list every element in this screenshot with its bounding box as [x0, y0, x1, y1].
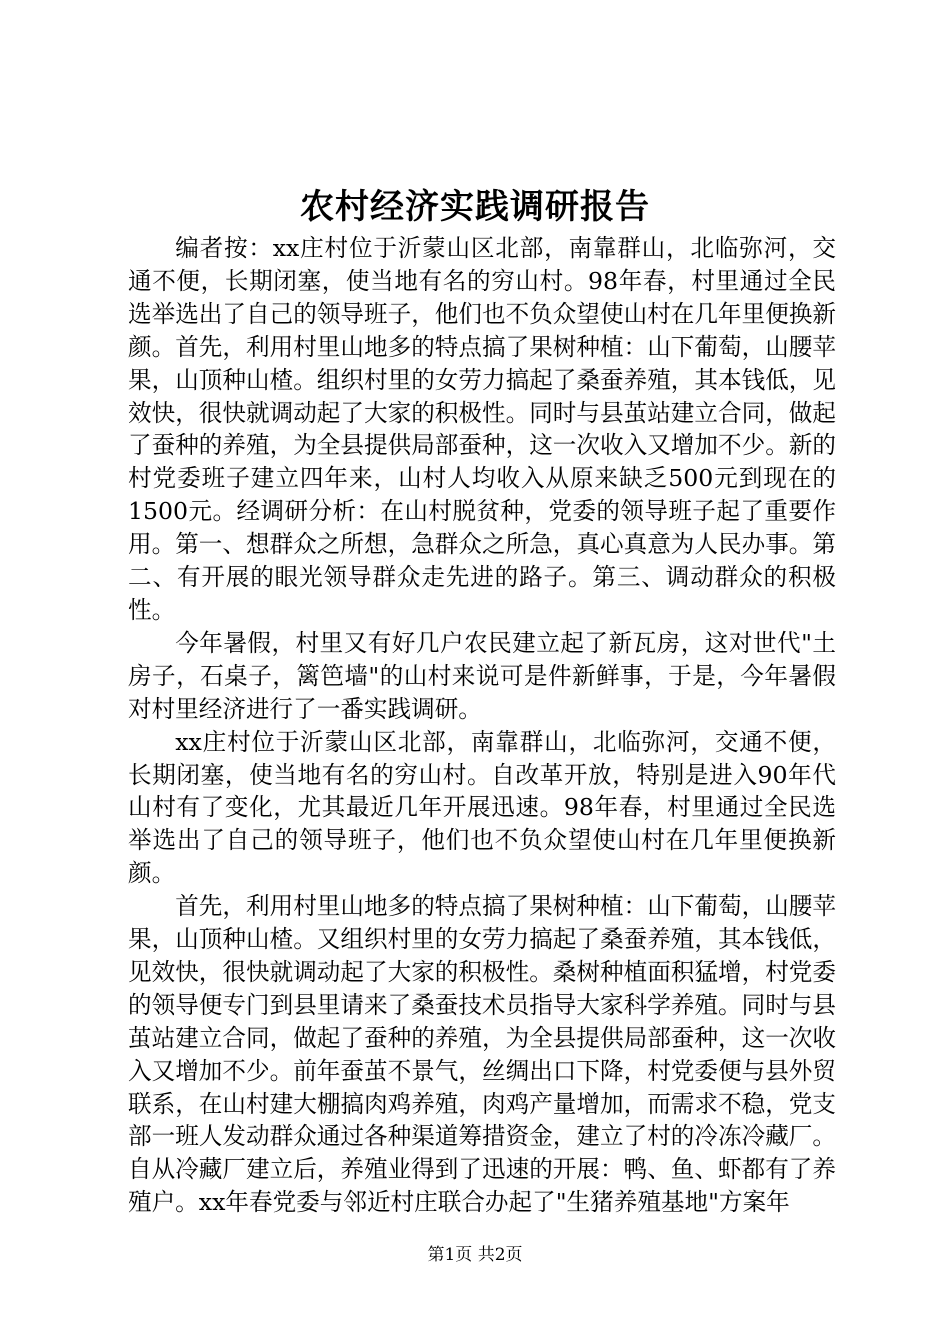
document-title: 农村经济实践调研报告 — [300, 187, 650, 227]
paragraph-editor-note: 编者按：xx庄村位于沂蒙山区北部，南靠群山，北临弥河，交通不便，长期闭塞，使当地有名的穷山村。98年春，村里通过全民选举选出了自己的领导班子，他们也不负众望使山村在几年里便换新颜。首先，利用村里山地多的特点搞了果树种植：山下葡萄，山腰苹果，山顶种山楂。组织村里的女劳力搞起了桑蚕养殖，其本钱低，见效快，很快就调动起了大家的积极性。同时与县茧站建立合同，做起了蚕种的养殖，为全县提供局部蚕种，这一次收入又增加不少。新的村党委班子建立四年来，山村人均收入从原来缺乏500元到现在的1500元。经调研分析：在山村脱贫种，党委的领导班子起了重要作用。第一、想群众之所想，急群众之所急，真心真意为人民办事。第二、有开展的眼光领导群众走先进的路子。第三、调动群众的积极性。 — [128, 234, 836, 624]
page-number-footer: 第1页 共2页 — [427, 1245, 523, 1265]
paragraph-development-measures: 首先，利用村里山地多的特点搞了果树种植：山下葡萄，山腰苹果，山顶种山楂。又组织村里的女劳力搞起了桑蚕养殖，其本钱低，见效快，很快就调动起了大家的积极性。桑树种植面积猛增，村党委的领导便专门到县里请来了桑蚕技术员指导大家科学养殖。同时与县茧站建立合同，做起了蚕种的养殖，为全县提供局部蚕种，这一次收入又增加不少。前年蚕茧不景气，丝绸出口下降，村党委便与县外贸联系，在山村建大棚搞肉鸡养殖，肉鸡产量增加，而需求不稳，党支部一班人发动群众通过各种渠道筹措资金，建立了村的冷冻冷藏厂。自从冷藏厂建立后，养殖业得到了迅速的开展：鸭、鱼、虾都有了养殖户。xx年春党委与邻近村庄联合办起了"生猪养殖基地"方案年 — [128, 892, 836, 1217]
paragraph-summer-research: 今年暑假，村里又有好几户农民建立起了新瓦房，这对世代"土房子，石桌子，篱笆墙"的山村来说可是件新鲜事，于是，今年暑假对村里经济进行了一番实践调研。 — [128, 628, 836, 723]
document-body — [128, 232, 836, 1219]
paragraph-village-background: xx庄村位于沂蒙山区北部，南靠群山，北临弥河，交通不便，长期闭塞，使当地有名的穷山村。自改革开放，特别是进入90年代山村有了变化，尤其最近几年开展迅速。98年春，村里通过全民选举选出了自己的领导班子，他们也不负众望使山村在几年里便换新颜。 — [128, 727, 836, 888]
